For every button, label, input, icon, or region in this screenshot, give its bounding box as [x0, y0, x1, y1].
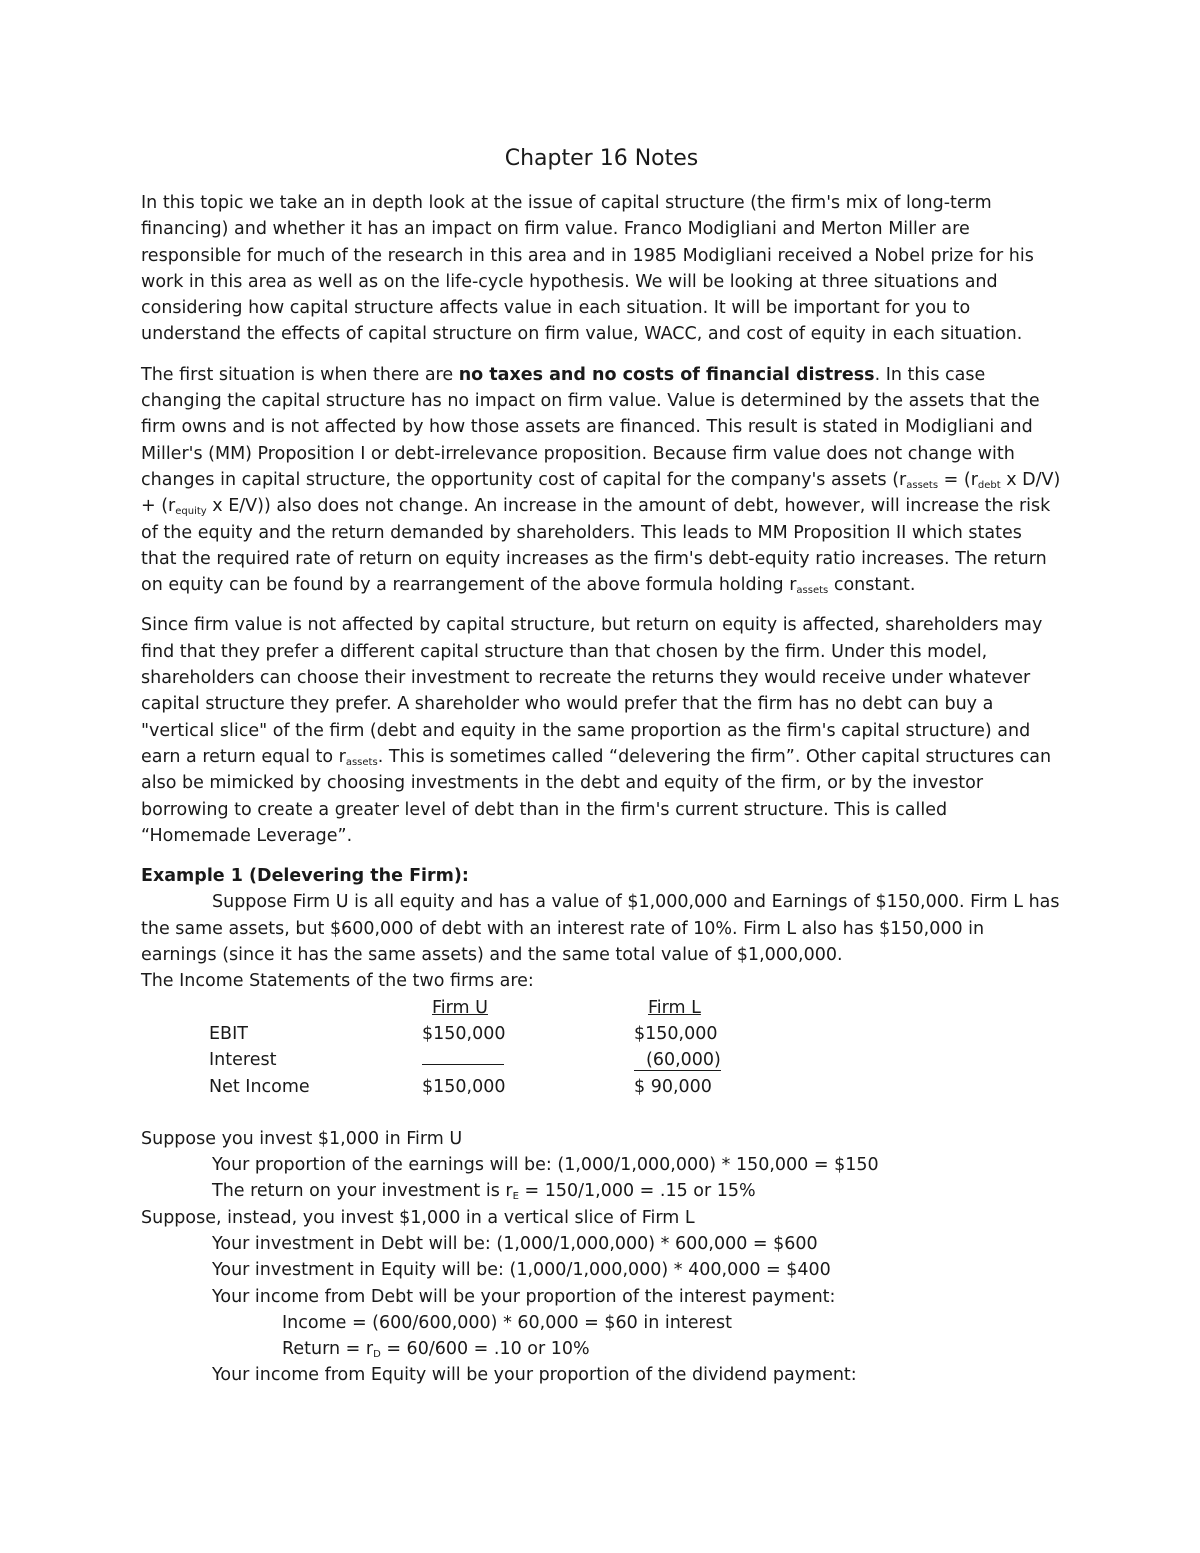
- row-label: Net Income: [209, 1076, 310, 1097]
- page-title: Chapter 16 Notes: [504, 146, 699, 171]
- firm-u-value: [422, 1048, 504, 1065]
- calc-line: The return on your investment is $r_E = 150/1,000 = .15$ or 15%: [212, 1181, 756, 1203]
- firm-l-value: $ 90,000: [634, 1076, 712, 1097]
- table-row: [209, 1021, 784, 1047]
- column-header-firm-u: Firm U: [432, 997, 488, 1018]
- income-statement-table: [209, 995, 784, 1100]
- homemade-leverage-paragraph: Since firm value is not affected by capital structure, but return on equity is affected, shareholders may find that they prefer a different capital structure than that chosen by the firm. Under this model, shareholders can choose their investment to recreate the returns they would receive under whatever capital structure they prefer. A shareholder who would prefer that the firm has no debt can buy a "vertical slice" of the firm (debt and equity in the same proportion as the firm's capital structure) and earn a return equal to $r_{assets}$. This is sometimes called “delevering the firm”. Other capital structures can also be mimicked by choosing investments in the debt and equity of the firm, or by the investor borrowing to create a greater level of debt than in the firm's current structure. This is called “Homemade Leverage”.: [141, 615, 1052, 846]
- firm-u-value: $150,000: [422, 1076, 506, 1097]
- row-label: EBIT: [209, 1023, 248, 1044]
- example-title: Example 1 (Delevering the Firm):: [141, 866, 469, 887]
- row-label: Interest: [209, 1050, 277, 1071]
- situation-one-paragraph: The first situation is when there are no taxes and no costs of financial distress. In this case changing the capital structure has no impact on firm value. Value is determined by the assets that the firm owns and is not affected by how those assets are financed. This result is stated in Modigliani and Miller's (MM) Proposition I or debt-irrelevance proposition. Because firm value does not change with changes in capital structure, the opportunity cost of capital for the company's assets ($r_{assets} = (r_{debt}$ x $D/V) + (r_{equity}$ x E/V)) also does not change. An increase in the amount of debt, however, will increase the risk of the equity and the return demanded by shareholders. This leads to MM Proposition II which states that the required rate of return on equity increases as the firm's debt-equity ratio increases. The return on equity can be found by a rearrangement of the above formula holding $r_{assets}$ constant.: [141, 364, 1061, 597]
- calc-line: Your proportion of the earnings will be: (1,000/1,000,000) * 150,000 = $150: [212, 1155, 879, 1176]
- calc-line: Your income from Debt will be your proportion of the interest payment:: [212, 1286, 836, 1307]
- table-row: [209, 1074, 784, 1100]
- bold-phrase: no taxes and no costs of financial distress: [458, 364, 875, 385]
- calc-line: Suppose you invest $1,000 in Firm U: [141, 1128, 463, 1149]
- calc-line: Return = $r_D = 60/600 = .10$ or 10%: [282, 1339, 590, 1361]
- calc-line: Suppose, instead, you invest $1,000 in a vertical slice of Firm L: [141, 1207, 695, 1228]
- column-header-firm-l: Firm L: [648, 997, 701, 1018]
- firm-u-value: $150,000: [422, 1023, 506, 1044]
- table-header-row: [209, 995, 784, 1021]
- example-body: Suppose Firm U is all equity and has a value of $1,000,000 and Earnings of $150,000. Firm L has the same assets, but $600,000 of debt with an interest rate of 10%. Firm L also has $150,000 in earnings (since it has the same assets) and the same total value of $1,000,000.: [141, 892, 1060, 966]
- table-row: [209, 1047, 784, 1073]
- calculation-section: [141, 1126, 1062, 1389]
- intro-paragraph: In this topic we take an in depth look at the issue of capital structure (the firm's mix of long-term financing) and whether it has an impact on firm value. Franco Modigliani and Merton Miller are responsible for much of the research in this area and in 1985 Modigliani received a Nobel prize for his work in this area as well as on the life-cycle hypothesis. We will be looking at three situations and considering how capital structure affects value in each situation. It will be important for you to understand the effects of capital structure on firm value, WACC, and cost of equity in each situation.: [141, 193, 1034, 345]
- calc-line: Your income from Equity will be your proportion of the dividend payment:: [212, 1365, 857, 1386]
- income-statement-intro: The Income Statements of the two firms are:: [141, 971, 534, 992]
- firm-l-value: $150,000: [634, 1023, 718, 1044]
- calc-line: Your investment in Equity will be: (1,000/1,000,000) * 400,000 = $400: [212, 1260, 831, 1281]
- calc-line: Your investment in Debt will be: (1,000/1,000,000) * 600,000 = $600: [212, 1233, 818, 1254]
- calc-line: Income = (600/600,000) * 60,000 = $60 in interest: [282, 1312, 733, 1333]
- firm-l-value: (60,000): [634, 1050, 721, 1071]
